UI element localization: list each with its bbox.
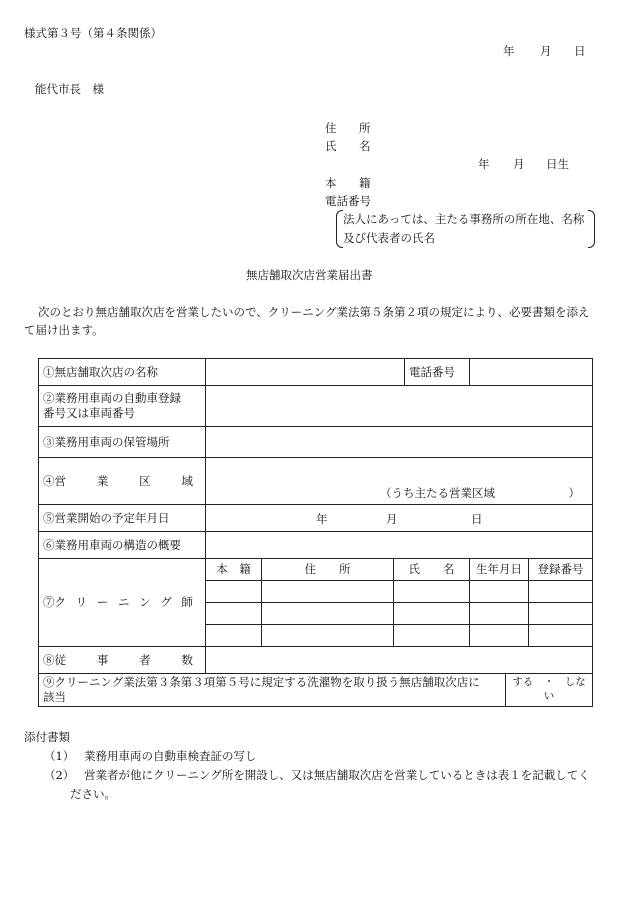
row-cleaner-header [39,559,593,581]
cleaner-cell[interactable] [262,625,394,647]
form-number: 様式第３号（第４条関係） [24,26,162,40]
left-bracket [336,210,343,248]
storage-place-label: ③業務用車両の保管場所 [39,427,206,458]
phone-label: 電話番号 [325,194,371,208]
business-area-note-end: ） [568,486,580,501]
attachment-1-text: 業務用車両の自動車検査証の写し [84,749,257,763]
cleaner-label-5: ン [139,595,151,610]
cleaner-label-7: 師 [181,595,193,610]
cleaner-col-address: 住 所 [262,559,394,581]
vehicle-structure-label: ⑥業務用車両の構造の概要 [39,532,206,559]
vehicle-number-label-line1: ②業務用車両の自動車登録 [43,391,181,406]
birth-year-label: 年 [478,157,490,171]
name-label-a: 氏 [325,139,337,153]
date-month-label: 月 [540,44,552,58]
birth-day-label: 日生 [546,157,569,171]
right-bracket [588,210,595,248]
store-phone-value[interactable] [470,359,593,386]
employees-value[interactable] [206,647,593,674]
cleaner-label-6: グ [160,595,172,610]
employees-label-3: 者 [139,652,151,667]
store-name-label: ①無店舗取次店の名称 [39,359,206,386]
address-label-a: 住 [325,121,337,135]
document-title: 無店舗取次店営業届出書 [246,268,373,282]
cleaner-cell[interactable] [394,625,470,647]
cleaner-cell[interactable] [529,581,593,603]
row-vehicle-number [39,386,593,427]
employees-label-1: ⑧従 [43,652,66,667]
row-special-laundry [39,674,593,707]
row-storage-place [39,427,593,458]
row-start-date [39,505,593,532]
employees-label-2: 事 [96,652,109,667]
special-laundry-choice[interactable]: する ・ しない [506,674,593,707]
cleaner-cell[interactable] [206,625,262,647]
attachments-heading: 添付書類 [24,730,70,744]
cleaner-col-birthdate: 生年月日 [470,559,529,581]
vehicle-structure-value[interactable] [206,532,593,559]
attachment-1-number: （1） [44,749,75,763]
vehicle-number-label [39,386,206,427]
row-store-name [39,359,593,386]
attachment-2-text-line1: 営業者が他にクリーニング所を開設し、又は無店舗取次店を営業しているときは表１を記載してく [84,768,590,782]
cleaner-label-2: リ [75,595,88,610]
start-date-day: 日 [471,512,483,526]
addressee: 能代市長 様 [35,82,104,96]
business-area-label-1: ④営 [43,473,66,488]
address-label-b: 所 [359,121,371,135]
business-area-label-4: 域 [181,473,193,488]
start-date-value[interactable] [206,505,593,532]
store-phone-label: 電話番号 [405,359,470,386]
cleaner-cell[interactable] [529,603,593,625]
cleaner-cell[interactable] [470,603,529,625]
date-day-label: 日 [574,44,586,58]
row-employees [39,647,593,674]
domicile-label-b: 籍 [359,176,371,190]
vehicle-number-label-line2: 番号又は車両番号 [43,406,135,420]
row-vehicle-structure [39,532,593,559]
row-business-area [39,458,593,505]
business-area-label-3: 区 [139,473,151,488]
special-laundry-label [39,674,506,707]
corp-note-line1: 法人にあっては、主たる事務所の所在地、名称 [343,212,585,226]
cleaner-cell[interactable] [470,581,529,603]
business-area-value[interactable] [206,458,593,505]
cleaner-col-name: 氏 名 [394,559,470,581]
intro-line1: 次のとおり無店舗取次店を営業したいので、クリーニング業法第５条第２項の規定により、必要書類を添え [38,305,590,319]
business-area-label-2: 業 [96,473,109,488]
cleaner-col-reg-number: 登録番号 [529,559,593,581]
date-year-label: 年 [503,44,515,58]
store-name-value[interactable] [206,359,405,386]
intro-line2: て届け出ます。 [24,323,104,337]
cleaner-cell[interactable] [529,625,593,647]
cleaner-cell[interactable] [262,603,394,625]
attachment-2-text-line2: ださい。 [70,787,116,801]
cleaner-cell[interactable] [206,581,262,603]
cleaner-label-4: ニ [117,595,130,610]
special-laundry-label-line2: 該当 [43,690,66,704]
business-area-note: （うち主たる営業区域 [380,486,495,501]
cleaner-label-3: ー [96,595,109,610]
cleaner-label [39,559,206,647]
employees-label-4: 数 [181,652,193,667]
special-laundry-label-line1: ⑨クリーニング業法第３条第３項第５号に規定する洗濯物を取り扱う無店舗取次店に [43,675,480,690]
employees-label [39,647,206,674]
cleaner-cell[interactable] [262,581,394,603]
cleaner-cell[interactable] [394,581,470,603]
cleaner-label-1: ⑦ク [43,595,66,610]
cleaner-col-domicile: 本 籍 [206,559,262,581]
domicile-label-a: 本 [325,176,337,190]
business-area-label [39,458,206,505]
application-table [38,358,593,707]
cleaner-cell[interactable] [470,625,529,647]
birth-month-label: 月 [513,157,525,171]
corp-note-line2: 及び代表者の氏名 [343,231,435,245]
start-date-month: 月 [386,512,398,526]
cleaner-cell[interactable] [206,603,262,625]
attachment-2-number: （2） [44,768,75,782]
start-date-year: 年 [316,512,328,526]
start-date-label: ⑤営業開始の予定年月日 [39,505,206,532]
cleaner-cell[interactable] [394,603,470,625]
name-label-b: 名 [359,139,371,153]
vehicle-number-value[interactable] [206,386,593,427]
storage-place-value[interactable] [206,427,593,458]
